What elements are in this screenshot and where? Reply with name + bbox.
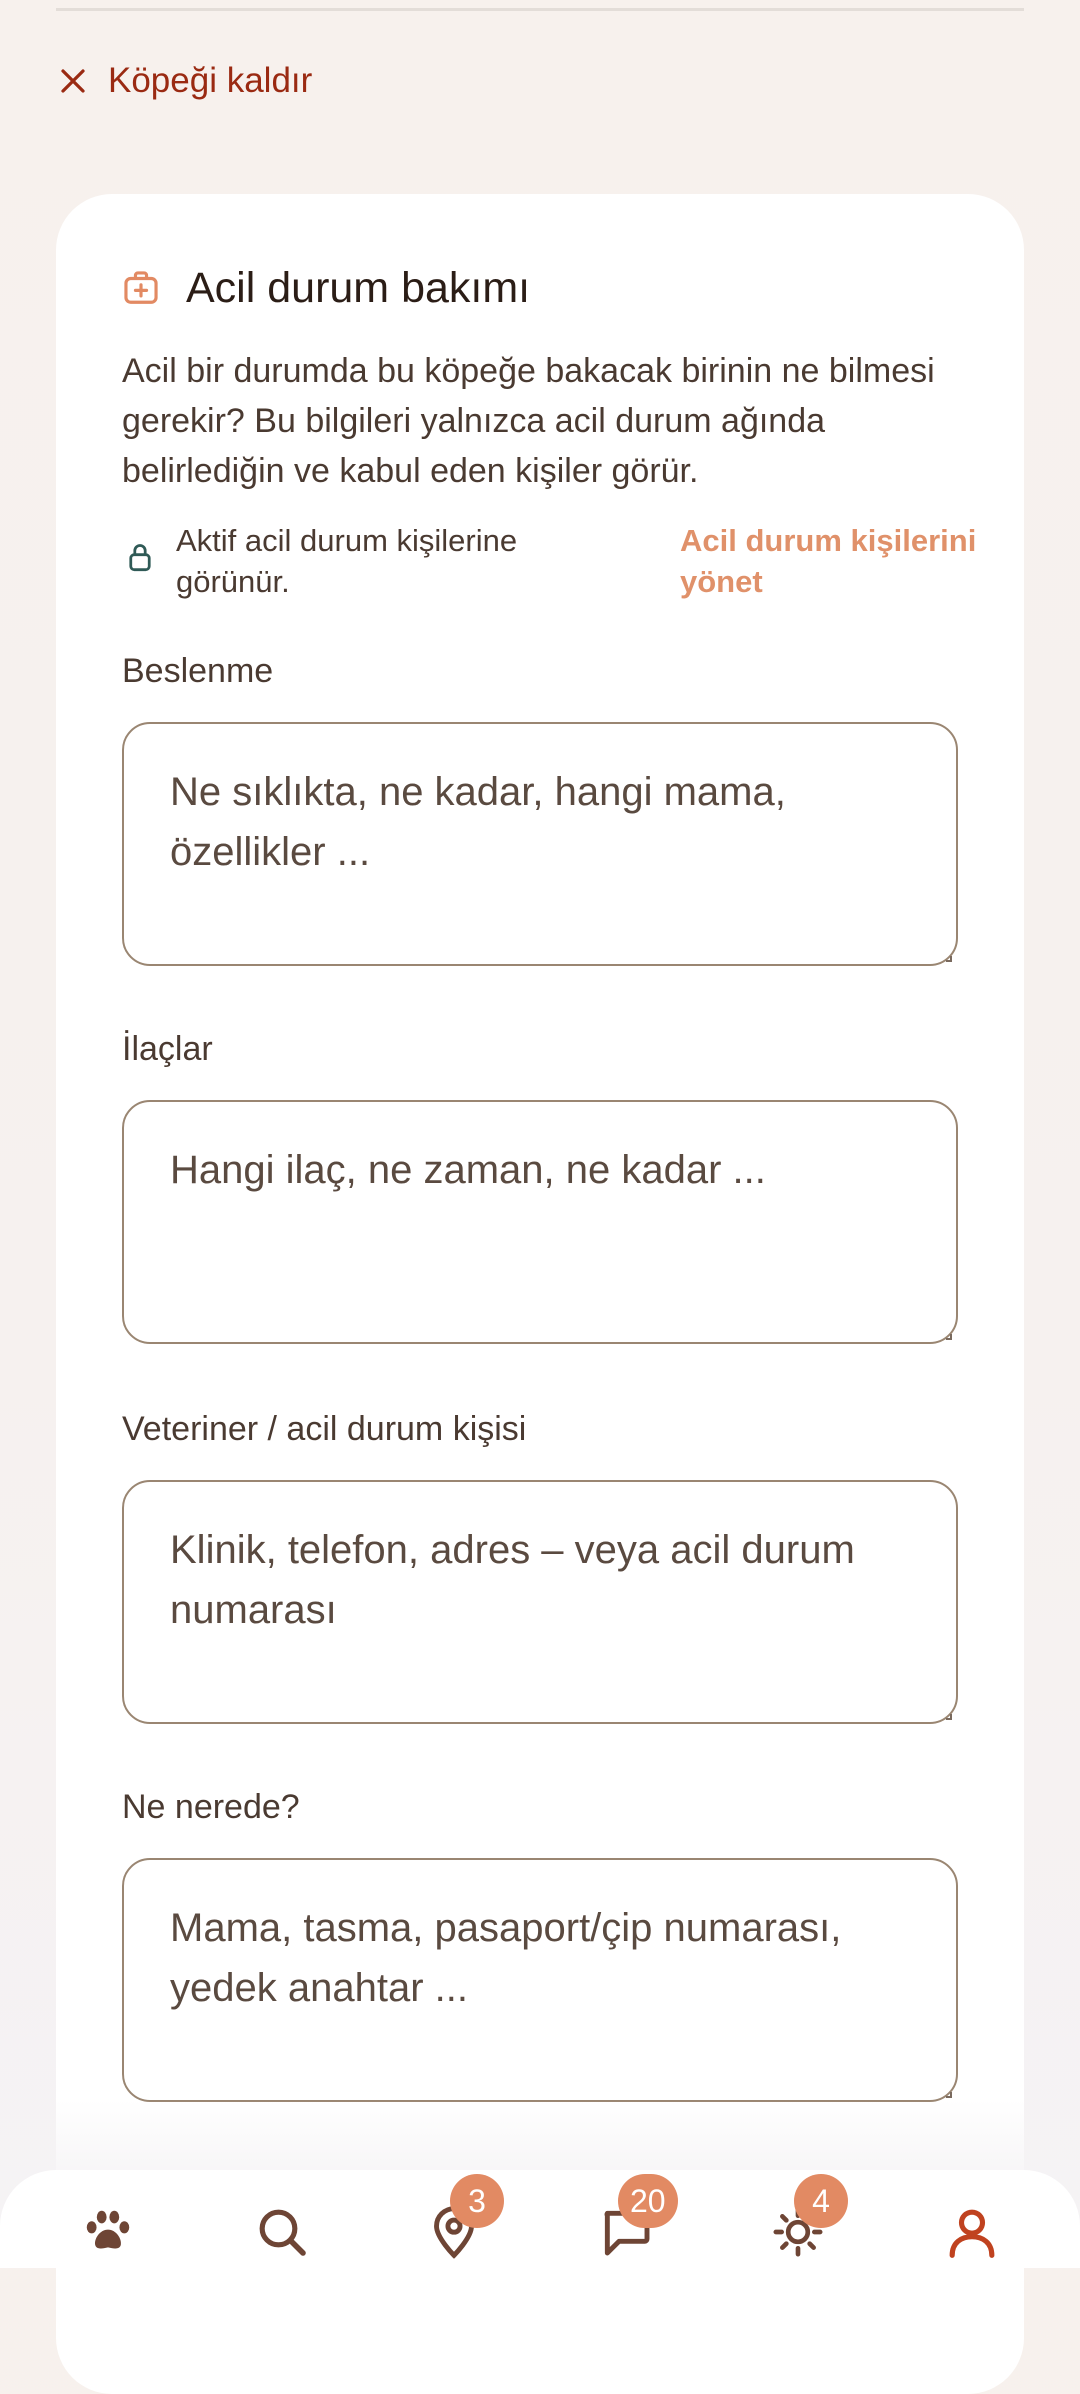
- activity-badge: 4: [794, 2174, 848, 2228]
- nav-item-profile[interactable]: [912, 2170, 1032, 2268]
- bottom-navigation: [0, 2170, 1080, 2268]
- profile-icon: [944, 2204, 1000, 2260]
- visibility-text: Aktif acil durum kişilerine görünür.: [176, 523, 518, 599]
- feeding-textarea[interactable]: [122, 722, 958, 966]
- first-aid-kit-icon: [122, 269, 160, 307]
- remove-dog-button[interactable]: [58, 56, 312, 106]
- remove-dog-label: Köpeği kaldır: [108, 61, 313, 100]
- medications-placeholder: Hangi ilaç, ne zaman, ne kadar ...: [170, 1148, 766, 1192]
- resize-grip-icon[interactable]: [946, 2092, 952, 2098]
- section-heading: [122, 258, 530, 318]
- messages-badge: 20: [618, 2174, 678, 2228]
- top-divider: [56, 8, 1024, 11]
- nav-item-messages[interactable]: [566, 2170, 686, 2268]
- emergency-care-card: [56, 194, 1024, 2394]
- manage-emergency-contacts-link[interactable]: Acil durum kişilerini yönet: [680, 523, 977, 599]
- field-label-where-is-what: Ne nerede?: [122, 1788, 300, 1826]
- where-is-what-placeholder: Mama, tasma, pasaport/çip numarası, yedek anahtar ...: [170, 1906, 842, 2010]
- nav-item-search[interactable]: [222, 2170, 342, 2268]
- close-icon: [58, 66, 88, 96]
- section-description: Acil bir durumda bu köpeğe bakacak birinin ne bilmesi gerekir? Bu bilgileri yalnızca acil durum ağında belirlediğin ve kabul eden kişiler görür.: [122, 352, 935, 490]
- map-badge: 3: [450, 2174, 504, 2228]
- medications-textarea[interactable]: [122, 1100, 958, 1344]
- bottom-fade: [0, 2100, 1080, 2180]
- vet-contact-placeholder: Klinik, telefon, adres – veya acil durum numarası: [170, 1528, 855, 1632]
- nav-item-activity[interactable]: [738, 2170, 858, 2268]
- search-icon: [254, 2204, 310, 2260]
- vet-contact-textarea[interactable]: [122, 1480, 958, 1724]
- nav-item-map[interactable]: [394, 2170, 514, 2268]
- feeding-placeholder: Ne sıklıkta, ne kadar, hangi mama, özellikler ...: [170, 770, 786, 874]
- resize-grip-icon[interactable]: [946, 956, 952, 962]
- resize-grip-icon[interactable]: [946, 1334, 952, 1340]
- resize-grip-icon[interactable]: [946, 1714, 952, 1720]
- field-label-medications: İlaçlar: [122, 1030, 213, 1068]
- lock-icon: [128, 542, 152, 572]
- paw-icon: [80, 2204, 136, 2260]
- field-label-vet-contact: Veteriner / acil durum kişisi: [122, 1410, 527, 1448]
- visibility-row: [122, 520, 977, 610]
- field-label-feeding: Beslenme: [122, 652, 274, 690]
- where-is-what-textarea[interactable]: [122, 1858, 958, 2102]
- section-title: Acil durum bakımı: [186, 263, 531, 312]
- nav-item-dogs[interactable]: [48, 2170, 168, 2268]
